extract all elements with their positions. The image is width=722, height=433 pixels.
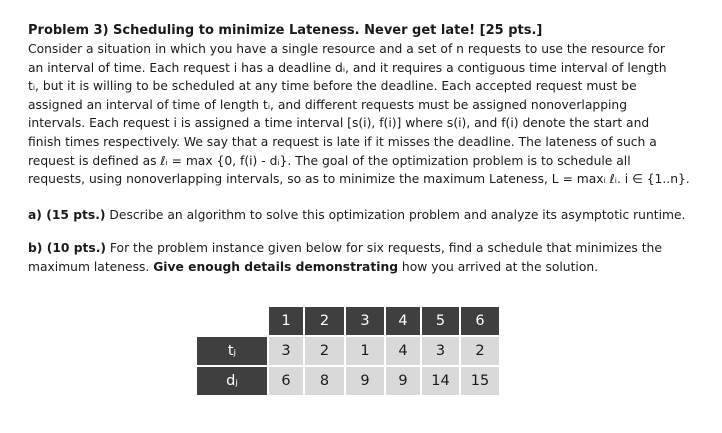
table-cell: 4 <box>386 337 422 367</box>
table-header-row <box>197 307 501 337</box>
table-cell: 2 <box>305 337 346 367</box>
row-label-t: tⱼ <box>197 337 269 367</box>
document-body <box>28 22 693 277</box>
requests-table-wrapper <box>197 307 501 397</box>
table-header-cell: 6 <box>461 307 501 337</box>
description-line-5: intervals. Each request i is assigned a time interval [s(i), f(i)] where s(i), and f(i) denote the start and <box>28 116 650 131</box>
problem-description <box>28 40 693 189</box>
part-b-text-line-2-end: how you arrived at the solution. <box>398 259 599 274</box>
table-corner <box>197 307 269 337</box>
part-b-text-line-2-bold: Give enough details demonstrating <box>153 259 398 274</box>
table-cell: 3 <box>269 337 305 367</box>
description-line-1: Consider a situation in which you have a single resource and a set of n requests to use the resource for <box>28 42 665 56</box>
table-header-cell: 1 <box>269 307 305 337</box>
part-a <box>28 206 693 225</box>
table-cell: 15 <box>461 367 501 397</box>
table-header-cell: 4 <box>386 307 422 337</box>
part-b-text-line-1: For the problem instance given below for six requests, find a schedule that minimizes the <box>106 241 662 256</box>
table-header-cell: 2 <box>305 307 346 337</box>
table-cell: 6 <box>269 367 305 397</box>
row-label-d: dⱼ <box>197 367 269 397</box>
description-line-6: finish times respectively. We say that a request is late if it misses the deadline. The lateness of such a <box>28 134 657 149</box>
part-b <box>28 239 693 276</box>
part-b-text-line-2-start: maximum lateness. <box>28 259 154 274</box>
requests-table <box>197 307 501 397</box>
part-a-label: a) (15 pts.) <box>28 207 106 222</box>
part-b-label: b) (10 pts.) <box>28 241 107 256</box>
description-line-8: requests, using nonoverlapping intervals, so as to minimize the maximum Lateness, L = maxᵢ ℓᵢ. i ∈ {1..n}. <box>28 172 690 187</box>
table-row-duration <box>197 337 501 367</box>
table-header-cell: 5 <box>422 307 461 337</box>
description-line-4: assigned an interval of time of length tᵢ, and different requests must be assigned nonoverlapping <box>28 97 628 112</box>
description-line-3: tᵢ, but it is willing to be scheduled at any time before the deadline. Each accepted request must be <box>28 79 637 94</box>
table-cell: 14 <box>422 367 461 397</box>
problem-title: Problem 3) Scheduling to minimize Lateness. Never get late! [25 pts.] <box>28 23 543 38</box>
table-cell: 8 <box>305 367 346 397</box>
table-cell: 3 <box>422 337 461 367</box>
part-a-text: Describe an algorithm to solve this optimization problem and analyze its asymptotic runtime. <box>105 207 686 222</box>
table-row-deadline <box>197 367 501 397</box>
table-cell: 9 <box>346 367 386 397</box>
description-line-7: request is defined as ℓᵢ = max {0, f(i) - dᵢ}. The goal of the optimization problem is to schedule all <box>28 153 631 168</box>
table-header-cell: 3 <box>346 307 386 337</box>
table-cell: 9 <box>386 367 422 397</box>
table-cell: 1 <box>346 337 386 367</box>
table-cell: 2 <box>461 337 501 367</box>
description-line-2: an interval of time. Each request i has a deadline dᵢ, and it requires a contiguous time interval of length <box>28 60 667 75</box>
